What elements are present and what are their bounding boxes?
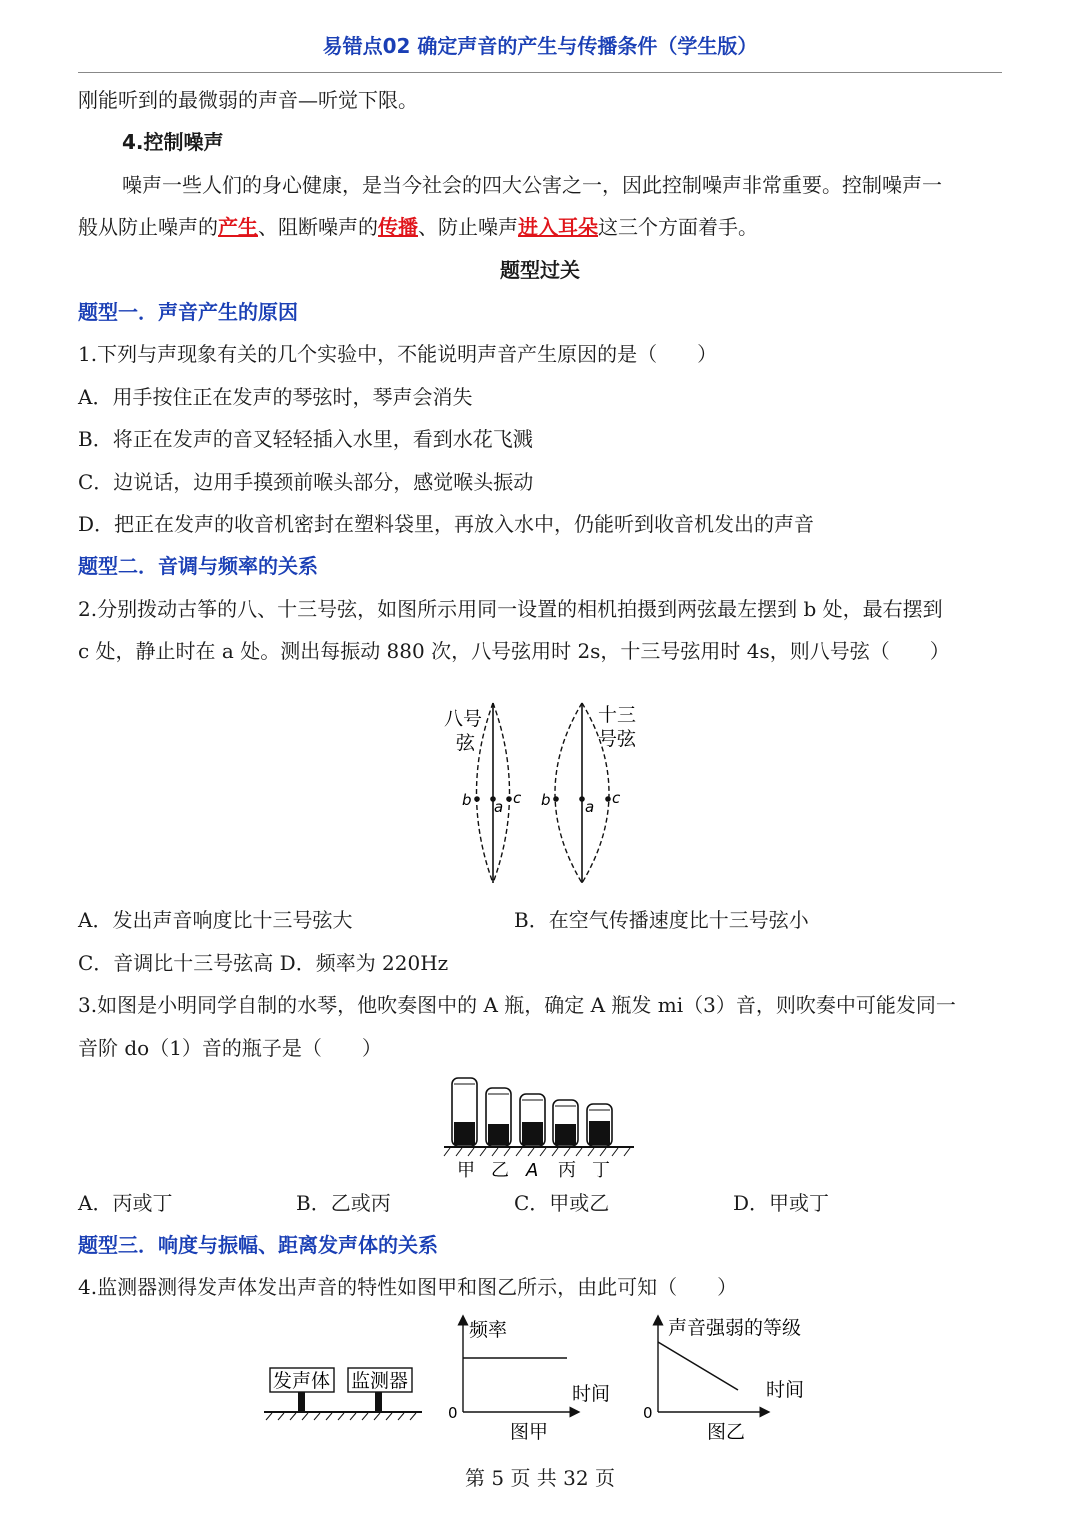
label-b-right: b — [541, 791, 551, 809]
graph1-caption: 图甲 — [510, 1421, 549, 1443]
header-divider — [78, 72, 1002, 73]
bottle-label-jia: 甲 — [457, 1160, 475, 1181]
question-2-line-2: c 处，静止时在 a 处。测出每振动 880 次，八号弦用时 2s，十三号弦用时 4s，则八号弦（ ） — [78, 639, 950, 663]
source-label: 发声体 — [273, 1370, 331, 1392]
question-3-line-2: 音阶 do（1）音的瓶子是（ ） — [78, 1036, 382, 1060]
question-4: 4.监测器测得发声体发出声音的特性如图甲和图乙所示，由此可知（ ） — [78, 1275, 738, 1299]
q3-option-b: B．乙或丙 — [296, 1191, 391, 1215]
string-8-right-swing — [493, 703, 510, 883]
label-string-8-line1: 八号 — [444, 708, 483, 730]
question-3-line-1: 3.如图是小明同学自制的水琴，他吹奏图中的 A 瓶，确定 A 瓶发 mi（3）音，则吹奏中可能发同一 — [78, 993, 956, 1017]
string-vibration-figure — [430, 695, 660, 890]
bottle-label-yi: 乙 — [491, 1160, 509, 1181]
label-c-right: c — [612, 789, 621, 807]
label-a-right: a — [585, 798, 595, 816]
keyword-highlight: 传播 — [378, 215, 418, 239]
label-string-8-line2: 弦 — [456, 732, 476, 754]
paragraph-line-2 — [78, 213, 758, 241]
label-a-left: a — [494, 798, 504, 816]
graph2-x-label: 时间 — [766, 1379, 805, 1401]
para-text: 、防止噪声 — [418, 215, 518, 239]
page-number: 第 5 页 共 32 页 — [465, 1466, 615, 1490]
graph1-y-label: 频率 — [469, 1319, 508, 1341]
paragraph-line-1: 噪声一些人们的身心健康，是当今社会的四大公害之一，因此控制噪声非常重要。控制噪声一 — [122, 173, 942, 197]
graph2-caption: 图乙 — [707, 1421, 746, 1443]
string-8-left-swing — [477, 703, 494, 883]
type3-title: 题型三．响度与振幅、距离发声体的关系 — [78, 1233, 438, 1257]
para-text: 、阻断噪声的 — [258, 215, 378, 239]
q1-option-b: B．将正在发声的音叉轻轻插入水里，看到水花飞溅 — [78, 427, 533, 451]
type2-title: 题型二．音调与频率的关系 — [78, 554, 318, 578]
question-2-line-1: 2.分别拨动古筝的八、十三号弦，如图所示用同一设置的相机拍摄到两弦最左摆到 b 处，最右摆到 — [78, 597, 943, 621]
para-text: 这三个方面着手。 — [598, 215, 758, 239]
label-b-left: b — [462, 791, 472, 809]
sound-monitor-figure — [260, 1310, 820, 1450]
bottle-label-bing: 丙 — [558, 1160, 576, 1181]
question-1: 1.下列与声现象有关的几个实验中，不能说明声音产生原因的是（ ） — [78, 342, 718, 366]
q1-option-d: D．把正在发声的收音机密封在塑料袋里，再放入水中，仍能听到收音机发出的声音 — [78, 512, 815, 536]
q1-option-a: A．用手按住正在发声的琴弦时，琴声会消失 — [78, 385, 473, 409]
q3-option-a: A．丙或丁 — [78, 1191, 173, 1215]
q2-option-b: B．在空气传播速度比十三号弦小 — [514, 908, 809, 932]
q1-option-c: C．边说话，边用手摸颈前喉头部分，感觉喉头振动 — [78, 470, 534, 494]
page-header-title: 易错点02 确定声音的产生与传播条件（学生版） — [322, 34, 758, 58]
q3-option-d: D．甲或丁 — [733, 1191, 830, 1215]
monitor-label: 监测器 — [351, 1370, 409, 1392]
keyword-highlight: 产生 — [218, 215, 258, 239]
bottle-label-a: A — [526, 1160, 539, 1181]
graph2-origin: 0 — [643, 1404, 653, 1422]
practice-title: 题型过关 — [500, 258, 580, 282]
water-bottles-figure — [440, 1066, 640, 1184]
q2-option-a: A．发出声音响度比十三号弦大 — [78, 908, 353, 932]
type1-title: 题型一．声音产生的原因 — [78, 300, 298, 324]
label-string-13-line2: 号弦 — [598, 728, 637, 750]
label-string-13-line1: 十三 — [598, 704, 637, 726]
bottle-label-ding: 丁 — [592, 1160, 610, 1181]
para-text: 般从防止噪声的 — [78, 215, 218, 239]
label-c-left: c — [513, 789, 522, 807]
q2-option-cd: C．音调比十三号弦高 D．频率为 220Hz — [78, 951, 449, 975]
intro-line: 刚能听到的最微弱的声音—听觉下限。 — [78, 88, 418, 112]
keyword-highlight: 进入耳朵 — [518, 215, 598, 239]
graph2-y-label: 声音强弱的等级 — [668, 1317, 802, 1339]
string-13-left-swing — [555, 703, 582, 883]
graph1-x-label: 时间 — [572, 1383, 611, 1405]
graph1-origin: 0 — [448, 1404, 458, 1422]
q3-option-c: C．甲或乙 — [514, 1191, 610, 1215]
section-heading: 4.控制噪声 — [122, 130, 224, 154]
graph2-loudness-line — [658, 1342, 738, 1390]
